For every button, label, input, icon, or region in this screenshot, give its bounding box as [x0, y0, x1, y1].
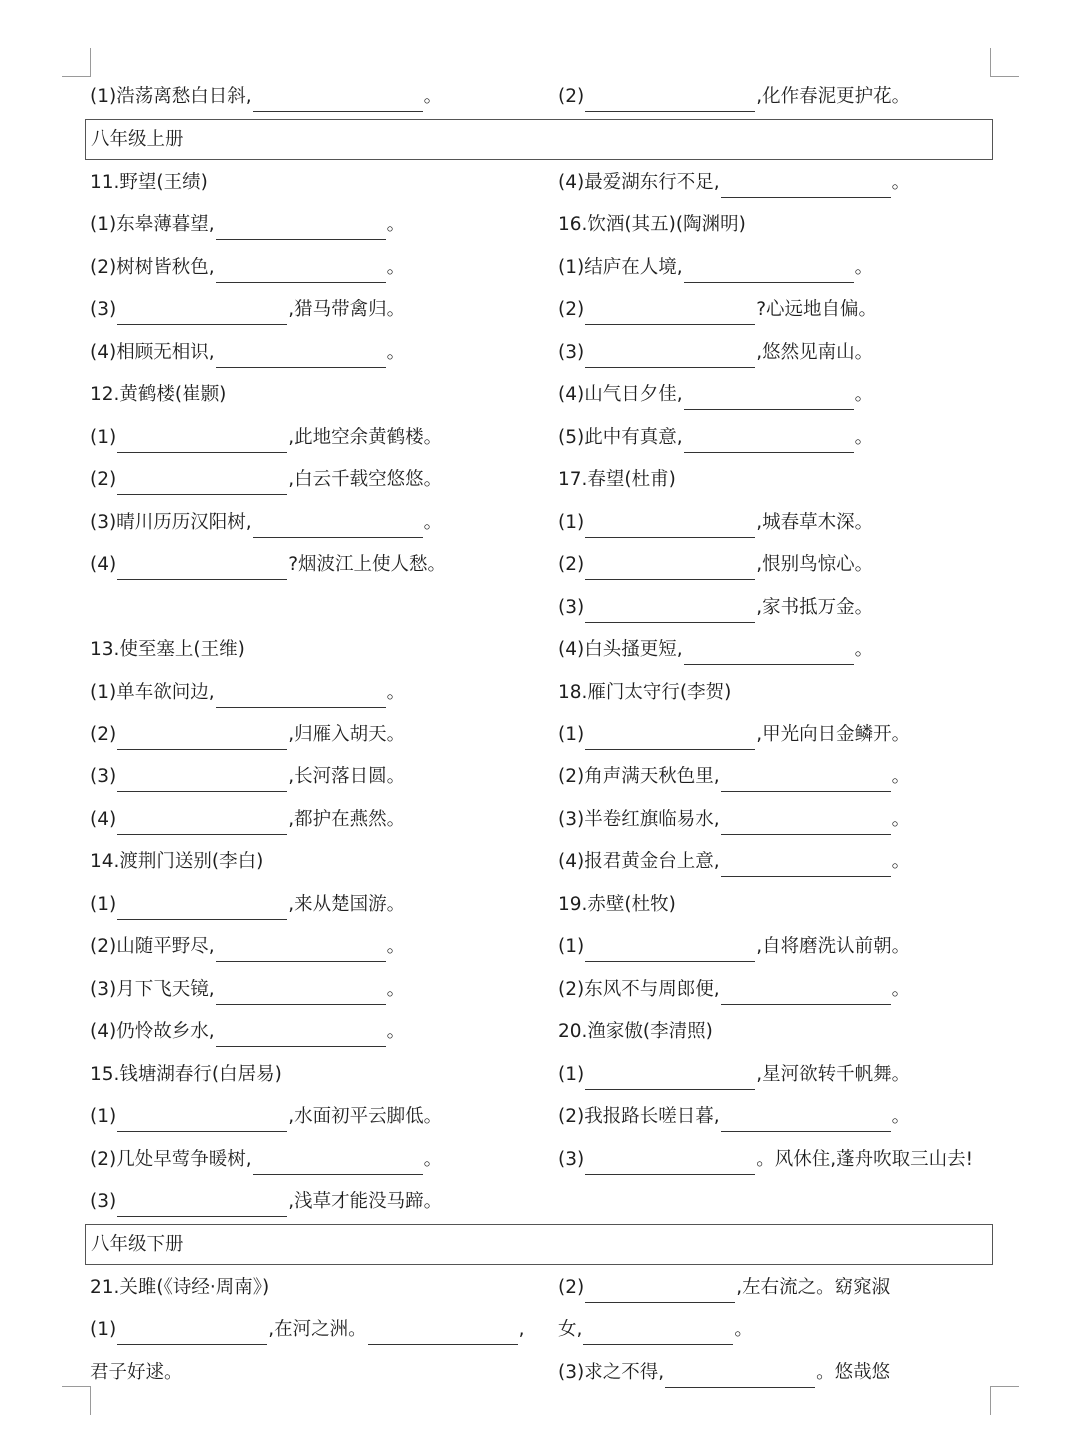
line-text: (3): [558, 1149, 585, 1170]
question-line: [90, 295, 405, 325]
line-text: ,恨别鸟惊心。: [756, 554, 874, 575]
line-text: (3)求之不得,: [558, 1362, 665, 1383]
line-text: 15.钱塘湖春行(白居易): [90, 1064, 282, 1085]
line-text: ?烟波江上使人愁。: [288, 554, 447, 575]
answer-blank[interactable]: [117, 430, 287, 453]
line-text: 。: [891, 851, 911, 872]
line-text: 。: [854, 427, 874, 448]
poem-title: [90, 1273, 269, 1303]
line-text: 16.饮酒(其五)(陶渊明): [558, 214, 746, 235]
line-text: 。风休住,蓬舟吹取三山去!: [756, 1149, 974, 1170]
line-text: 。: [734, 1319, 753, 1340]
answer-blank[interactable]: [585, 515, 755, 538]
question-line: [558, 82, 910, 112]
question-line: [90, 762, 405, 792]
answer-blank[interactable]: [684, 260, 854, 283]
answer-blank[interactable]: [216, 1024, 386, 1047]
answer-blank[interactable]: [216, 982, 386, 1005]
answer-blank[interactable]: [585, 1280, 735, 1303]
line-text: 。: [891, 172, 911, 193]
line-text: 。: [891, 1106, 911, 1127]
answer-blank[interactable]: [721, 812, 891, 835]
line-text: 女,: [558, 1319, 583, 1340]
answer-blank[interactable]: [585, 1152, 755, 1175]
question-line: [90, 338, 405, 368]
line-text: (2)树树皆秋色,: [90, 257, 215, 278]
line-text: 。: [423, 512, 443, 533]
line-text: (4)山气日夕佳,: [558, 384, 683, 405]
answer-blank[interactable]: [684, 387, 854, 410]
page-corner-mark: [990, 1386, 1019, 1415]
answer-blank[interactable]: [585, 600, 755, 623]
section-heading: 八年级下册: [85, 1224, 993, 1265]
question-line: [558, 338, 873, 368]
answer-blank[interactable]: [117, 472, 287, 495]
question-line: [90, 1315, 525, 1345]
line-text: ,来从楚国游。: [288, 894, 406, 915]
answer-blank[interactable]: [216, 260, 386, 283]
line-text: (3): [90, 766, 117, 787]
question-line: [558, 847, 910, 877]
line-text: ,浅草才能没马蹄。: [288, 1191, 443, 1212]
poem-title: [90, 168, 208, 198]
line-text: 。: [891, 979, 911, 1000]
line-text: ,归雁入胡天。: [288, 724, 406, 745]
poem-title: [90, 380, 226, 410]
line-text: (2): [558, 554, 585, 575]
line-text: ,化作春泥更护花。: [756, 86, 911, 107]
line-text: 。: [854, 639, 874, 660]
line-text: 。: [386, 214, 406, 235]
line-text: (3): [558, 597, 585, 618]
line-text: (4): [90, 554, 117, 575]
line-text: (4)相顾无相识,: [90, 342, 215, 363]
line-text: 。: [386, 682, 406, 703]
line-text: ?心远地自偏。: [756, 299, 878, 320]
line-text: (2)几处早莺争暖树,: [90, 1149, 252, 1170]
line-text: ,猎马带禽归。: [288, 299, 406, 320]
answer-blank[interactable]: [117, 302, 287, 325]
question-line: [558, 550, 873, 580]
question-line: [90, 82, 442, 112]
answer-blank[interactable]: [216, 345, 386, 368]
answer-blank[interactable]: [585, 939, 755, 962]
poem-title: [558, 210, 746, 240]
line-text: 。: [386, 1021, 406, 1042]
question-line: [558, 1315, 753, 1345]
answer-blank[interactable]: [117, 1109, 287, 1132]
line-text: ,水面初平云脚低。: [288, 1106, 443, 1127]
line-text: ,城春草木深。: [756, 512, 874, 533]
question-line: [558, 1145, 973, 1175]
line-text: ,此地空余黄鹤楼。: [288, 427, 443, 448]
line-text: (4)报君黄金台上意,: [558, 851, 720, 872]
line-text: 。: [854, 257, 874, 278]
answer-blank[interactable]: [216, 217, 386, 240]
answer-blank[interactable]: [721, 982, 891, 1005]
line-text: 21.关雎(《诗经·周南》): [90, 1277, 270, 1298]
line-text: (3)月下飞天镜,: [90, 979, 215, 1000]
line-text: (2): [558, 86, 585, 107]
line-text: ,在河之洲。: [268, 1319, 367, 1340]
line-text: (3)晴川历历汉阳树,: [90, 512, 252, 533]
line-text: (2)东风不与周郎便,: [558, 979, 720, 1000]
page-corner-mark: [990, 48, 1019, 77]
question-line: [90, 423, 442, 453]
question-line: [90, 465, 442, 495]
answer-blank[interactable]: [585, 1067, 755, 1090]
line-text: (4)仍怜故乡水,: [90, 1021, 215, 1042]
line-text: (1): [558, 724, 585, 745]
answer-blank[interactable]: [721, 1109, 891, 1132]
line-text: (2)角声满天秋色里,: [558, 766, 720, 787]
line-text: (3)半卷红旗临易水,: [558, 809, 720, 830]
question-line: [90, 210, 405, 240]
line-text: (1): [90, 1319, 117, 1340]
question-line: [90, 1187, 442, 1217]
answer-blank[interactable]: [585, 727, 755, 750]
line-text: 。: [891, 809, 911, 830]
line-text: 17.春望(杜甫): [558, 469, 676, 490]
question-line: [558, 1358, 890, 1388]
line-text: ,长河落日圆。: [288, 766, 406, 787]
line-text: ,甲光向日金鳞开。: [756, 724, 911, 745]
line-text: (3): [558, 342, 585, 363]
question-line: [558, 932, 910, 962]
question-line: [90, 890, 405, 920]
answer-blank[interactable]: [216, 939, 386, 962]
question-line: [558, 720, 910, 750]
line-text: (4)白头搔更短,: [558, 639, 683, 660]
line-text: 。: [386, 979, 406, 1000]
line-text: 。: [423, 1149, 443, 1170]
answer-blank[interactable]: [585, 302, 755, 325]
question-line: [558, 508, 873, 538]
answer-blank[interactable]: [117, 727, 287, 750]
answer-blank[interactable]: [684, 642, 854, 665]
question-line: [558, 805, 910, 835]
line-text: ,悠然见南山。: [756, 342, 874, 363]
line-text: ,家书抵万金。: [756, 597, 874, 618]
question-line: [90, 975, 405, 1005]
line-text: ,左右流之。窈窕淑: [736, 1277, 891, 1298]
question-line: [558, 762, 910, 792]
line-text: (1)结庐在人境,: [558, 257, 683, 278]
line-text: 20.渔家傲(李清照): [558, 1021, 713, 1042]
poem-title: [90, 635, 245, 665]
line-text: (1): [90, 427, 117, 448]
line-text: 。: [854, 384, 874, 405]
line-text: 11.野望(王绩): [90, 172, 208, 193]
line-text: (3): [90, 1191, 117, 1212]
page-corner-mark: [62, 1386, 91, 1415]
line-text: 。: [386, 257, 406, 278]
line-text: (1): [558, 936, 585, 957]
line-text: (1): [558, 1064, 585, 1085]
poem-title: [558, 678, 731, 708]
line-text: 12.黄鹤楼(崔颢): [90, 384, 227, 405]
question-line: [558, 168, 910, 198]
answer-blank[interactable]: [585, 557, 755, 580]
poem-title: [558, 465, 676, 495]
line-text: (5)此中有真意,: [558, 427, 683, 448]
question-line: [90, 1102, 442, 1132]
line-text: 。: [891, 766, 911, 787]
question-line: [90, 720, 405, 750]
answer-blank[interactable]: [117, 1194, 287, 1217]
line-text: (1)浩荡离愁白日斜,: [90, 86, 252, 107]
question-line: [90, 805, 405, 835]
line-text: (1): [90, 894, 117, 915]
line-text: 。: [386, 936, 406, 957]
poem-title: [558, 1017, 713, 1047]
question-line: [90, 932, 405, 962]
question-line: [558, 1273, 890, 1303]
poem-title: [90, 1060, 282, 1090]
line-text: 19.赤壁(杜牧): [558, 894, 676, 915]
answer-blank[interactable]: [585, 89, 755, 112]
question-line: [90, 1145, 442, 1175]
question-line: [90, 508, 442, 538]
poem-title: [90, 847, 263, 877]
line-text: (3): [90, 299, 117, 320]
question-line: [90, 253, 405, 283]
answer-blank[interactable]: [117, 769, 287, 792]
line-text: (1): [90, 1106, 117, 1127]
answer-blank[interactable]: [665, 1365, 815, 1388]
question-line: [90, 1017, 405, 1047]
question-line: [90, 550, 446, 580]
answer-blank[interactable]: [368, 1322, 518, 1345]
section-heading: 八年级上册: [85, 119, 993, 160]
answer-blank[interactable]: [216, 685, 386, 708]
answer-blank[interactable]: [684, 430, 854, 453]
question-line: [558, 253, 873, 283]
question-line: [558, 593, 873, 623]
page-corner-mark: [62, 48, 91, 77]
line-text: (2): [558, 1277, 585, 1298]
question-line: [558, 1060, 910, 1090]
line-text: (4): [90, 809, 117, 830]
line-text: 君子好逑。: [90, 1362, 183, 1383]
answer-blank[interactable]: [117, 1322, 267, 1345]
line-text: ,: [518, 1319, 525, 1340]
poem-title: [558, 890, 676, 920]
answer-blank[interactable]: [117, 812, 287, 835]
line-text: (2): [90, 469, 117, 490]
line-text: (2)我报路长嗟日暮,: [558, 1106, 720, 1127]
question-line: [558, 635, 873, 665]
line-text: (1)东皋薄暮望,: [90, 214, 215, 235]
line-text: 13.使至塞上(王维): [90, 639, 245, 660]
line-text: 18.雁门太守行(李贺): [558, 682, 732, 703]
line-text: 。: [423, 86, 443, 107]
question-line: [558, 295, 877, 325]
line-text: ,星河欲转千帆舞。: [756, 1064, 911, 1085]
line-text: ,自将磨洗认前朝。: [756, 936, 911, 957]
answer-blank[interactable]: [117, 557, 287, 580]
question-line: [558, 975, 910, 1005]
answer-blank[interactable]: [721, 769, 891, 792]
answer-blank[interactable]: [117, 897, 287, 920]
line-text: ,白云千载空悠悠。: [288, 469, 443, 490]
answer-blank[interactable]: [253, 515, 423, 538]
answer-blank[interactable]: [721, 175, 891, 198]
question-line: [558, 380, 873, 410]
question-line: [558, 1102, 910, 1132]
question-line: [558, 423, 873, 453]
answer-blank[interactable]: [585, 345, 755, 368]
line-text: (4)最爱湖东行不足,: [558, 172, 720, 193]
line-text: (1): [558, 512, 585, 533]
line-text: 。: [386, 342, 406, 363]
line-text: ,都护在燕然。: [288, 809, 406, 830]
line-text: (1)单车欲问边,: [90, 682, 215, 703]
question-line: [90, 1358, 183, 1388]
answer-blank[interactable]: [583, 1322, 733, 1345]
line-text: (2): [90, 724, 117, 745]
answer-blank[interactable]: [253, 1152, 423, 1175]
line-text: 14.渡荆门送别(李白): [90, 851, 264, 872]
answer-blank[interactable]: [253, 89, 423, 112]
question-line: [90, 678, 405, 708]
line-text: 。悠哉悠: [816, 1362, 891, 1383]
line-text: (2): [558, 299, 585, 320]
answer-blank[interactable]: [721, 854, 891, 877]
line-text: (2)山随平野尽,: [90, 936, 215, 957]
